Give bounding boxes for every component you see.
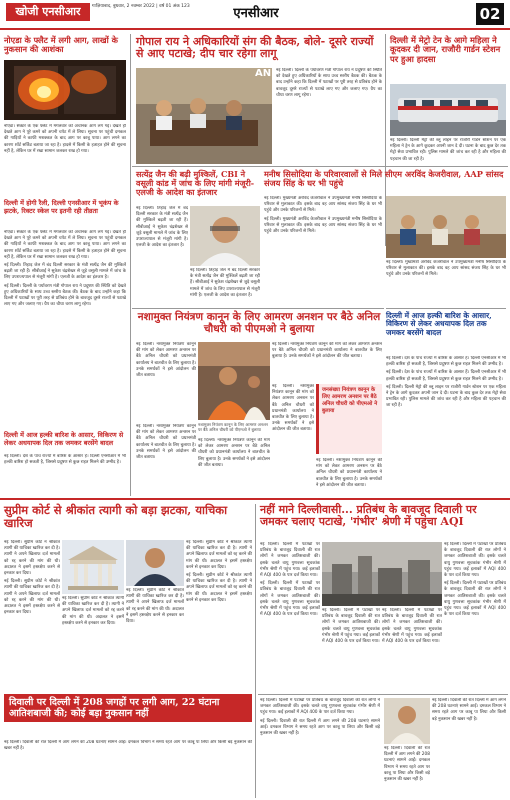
fire-photo [4, 60, 126, 120]
story-headline: दिल्ली में मेट्रो टेन के आगे महिला ने कूदकर दी जान, राजौरी गार्डन स्टेशन पर हुआ हादसा [390, 35, 501, 64]
tyagi-portrait [126, 540, 184, 586]
section-title: एनसीआर [233, 6, 279, 21]
sub-headline: दिल्ली में आज हल्की बारिश के आसार, विकिरण से लेकर अधयापक दिल तक जमकर बरसेंगे बादल [4, 431, 124, 447]
story-headline: नशामुक्त नियंत्रण कानून के लिए आमरण अनशन पर बैठे अनिल चौधरी को पीएमओ ने बुलाया [137, 311, 381, 335]
column-rule [255, 504, 256, 798]
section-rule [0, 498, 510, 500]
photo-caption: नशामुक्त नियंत्रण कानून के लिए आमरण अनशन पर बैठे अनिल चौधरी को पीएमओ ने बुलाया [198, 422, 268, 432]
story-headline: सुप्रीम कोर्ट से श्रीकांत त्यागी को बड़ा झटका, याचिका खारिज [4, 503, 228, 530]
masthead [0, 0, 510, 30]
fire-banner-headline: दिवाली पर दिल्ली में 208 जगहों पर लगी आग, 22 घंटाना आतिशबाजी की; कोई बड़ा नुकसान नहीं [4, 694, 252, 722]
brand-logo: खोजी एनसीआर [6, 3, 90, 21]
story-body: नई दिल्ली। तिहाड़ जेल में बंद दिल्ली सरकार के मंत्री सत्येंद्र जैन की मुश्किलें बढ़ती जा रही हैं। सीबीआई ने सुकेश चंद्रशेखर से जुड़े वसूली मामले में जांच के लिए उपराज्यपाल से मंजूरी मांगी है। एलजी के आदेश का इंतजार है। [136, 206, 188, 249]
story-headline: गोपाल राय ने अधिकारियों संग की बैठक, बोले- दूसरे राज्यों से आए पटाखे; दीप चार रहेगा लागू [136, 35, 374, 61]
story-body: नई दिल्ली। नशामुक्त नियंत्रण कानून की मांग को लेकर आमरण अनशन पर बैठे अनिल चौधरी को प्रधानमंत्री कार्यालय ने बातचीत के लिए बुलाया है। उनके समर्थकों ने इसे आंदोलन की जीत बताया। [136, 424, 196, 461]
pull-quote: जनसंख्या नियंत्रण कानून के लिए आमरण अनशन पर बैठे अनिल चौधरी को पीएमओ ने बुलाया [316, 384, 382, 454]
smog-photo [322, 542, 442, 606]
story-headline: सत्येंद्र जैन की बढ़ी मुश्किलें, CBI ने वसूली कांड में जांच के लिए मांगी मंजूरी- एलजी के आदेश का इंतजार [136, 169, 255, 197]
section-rule [386, 308, 506, 309]
story-body: नई दिल्ली। दिल्ली में पटाखों पर प्रतिबंध के बावजूद दिवाली की रात लोगों ने जमकर आतिशबाजी की। इसके चलते वायु गुणवत्ता सूचकांक गंभीर श्रेणी में पहुंच गया। कई इलाकों में AQI 400 के पार दर्ज किया गया। [322, 608, 380, 645]
page-number: 02 [476, 3, 504, 25]
story-body: नई दिल्ली। देश के पांच राज्यों में बारिश के आसार हैं। दिल्ली एनसीआर में भी हल्की बारिश हो सकती है, जिससे प्रदूषण से कुछ राहत मिलने की उम्मीद है। नई दिल्ली। देश के पांच राज्यों में बारिश के आसार हैं। दिल्ली एनसीआर में भी हल्की बारिश हो सकती है, जिससे प्रदूषण से कुछ राहत मिलने की उम्मीद है। नई दिल्ली। दिल्ली मेट्रो की ब्लू लाइन पर राजौरी गार्डन स्टेशन पर एक महिला ने ट्रेन के आगे कूदकर अपनी जान दे दी। घटना के बाद कुछ देर तक मेट्रो सेवा प्रभावित रही। पुलिस मामले की जांच कर रही है और महिला की पहचान की जा रही है। [386, 356, 506, 409]
kejriwal-visit-photo [386, 196, 506, 258]
section-rule [132, 166, 508, 167]
story-body: नई दिल्ली। तिहाड़ जेल में बंद दिल्ली सरकार के मंत्री सत्येंद्र जैन की मुश्किलें बढ़ती जा रही हैं। सीबीआई ने सुकेश चंद्रशेखर से जुड़े वसूली मामले में जांच के लिए उपराज्यपाल से मंजूरी मांगी है। एलजी के आदेश का इंतजार है। [190, 268, 260, 298]
story-body: नई दिल्ली। दिल्ली के पर्यावरण मंत्री गोपाल राय ने प्रदूषण की स्थिति को देखते हुए अधिकारियों के साथ उच्च स्तरीय बैठक की। बैठक के बाद उन्होंने कहा कि दिल्ली में पटाखों पर पूरी तरह से प्रतिबंध होने के बावजूद दूसरे राज्यों से पटाखे लाए गए और जलाए गए। ग्रैप का चौथा चरण लागू रहेगा। [276, 68, 382, 98]
sub-headline: दिल्ली में होगी रैली, दिल्ली एनसीआर में भूकंप के झटके, रिक्टर स्केल पर इतनी रही तीव्रता [4, 199, 119, 215]
story-body: नई दिल्ली। दिल्ली में पटाखों पर प्रतिबंध के बावजूद दिवाली की रात लोगों ने जमकर आतिशबाजी की। इसके चलते वायु गुणवत्ता सूचकांक गंभीर श्रेणी में पहुंच गया। कई इलाकों में AQI 400 के पार दर्ज किया गया। नई दिल्ली। दिल्ली में पटाखों पर प्रतिबंध के बावजूद दिवाली की रात लोगों ने जमकर आतिशबाजी की। इसके चलते वायु गुणवत्ता सूचकांक गंभीर श्रेणी में पहुंच गया। कई इलाकों में AQI 400 के पार दर्ज किया गया। [260, 542, 320, 618]
story-body: नई दिल्ली। दिल्ली में पटाखों पर प्रतिबंध के बावजूद दिवाली की रात लोगों ने जमकर आतिशबाजी की। इसके चलते वायु गुणवत्ता सूचकांक गंभीर श्रेणी में पहुंच गया। कई इलाकों में AQI 400 के पार दर्ज किया गया। [382, 608, 442, 645]
story-body: नई दिल्ली। देश के पांच राज्यों में बारिश के आसार हैं। दिल्ली एनसीआर में भी हल्की बारिश हो सकती है, जिससे प्रदूषण से कुछ राहत मिलने की उम्मीद है। [4, 454, 126, 466]
story-body: नई दिल्ली। सुप्रीम कोर्ट ने श्रीकांत त्यागी की याचिका खारिज कर दी है। त्यागी ने अपने खिलाफ दर्ज मामलों को रद्द करने की मांग की थी। अदालत ने इसमें हस्तक्षेप करने से इनकार कर दिया। [126, 588, 184, 625]
story-body: नई दिल्ली। नशामुक्त नियंत्रण कानून की मांग को लेकर आमरण अनशन पर बैठे अनिल चौधरी को प्रधानमंत्री कार्यालय ने बातचीत के लिए बुलाया है। उनके समर्थकों ने इसे आंदोलन की जीत बताया। [136, 342, 196, 379]
story-body: नोएडा। सेक्टर के एक फ्लैट में मंगलवार को अचानक आग लग गई। देखते ही देखते आग ने पूरे कमरे को अपनी चपेट में ले लिया। सूचना पर पहुंची दमकल की गाड़ियों ने काफी मशक्कत के बाद आग पर काबू पाया। आग लगने का कारण शॉर्ट सर्किट बताया जा रहा है। हादसे में किसी के हताहत होने की सूचना नहीं है, लेकिन घर में रखा सामान जलकर राख हो गया। नई दिल्ली। तिहाड़ जेल में बंद दिल्ली सरकार के मंत्री सत्येंद्र जैन की मुश्किलें बढ़ती जा रही हैं। सीबीआई ने सुकेश चंद्रशेखर से जुड़े वसूली मामले में जांच के लिए उपराज्यपाल से मंजूरी मांगी है। एलजी के आदेश का इंतजार है। नई दिल्ली। दिल्ली के पर्यावरण मंत्री गोपाल राय ने प्रदूषण की स्थिति को देखते हुए अधिकारियों के साथ उच्च स्तरीय बैठक की। बैठक के बाद उन्होंने कहा कि दिल्ली में पटाखों पर पूरी तरह से प्रतिबंध होने के बावजूद दूसरे राज्यों से पटाखे लाए गए और जलाए गए। ग्रैप का चौथा चरण लागू रहेगा। [4, 230, 126, 308]
story-body: नई दिल्ली। नशामुक्त नियंत्रण कानून की मांग को लेकर आमरण अनशन पर बैठे अनिल चौधरी को प्रधानमंत्री कार्यालय ने बातचीत के लिए बुलाया है। उनके समर्थकों ने इसे आंदोलन की जीत बताया। [198, 438, 270, 468]
story-body: नई दिल्ली। नशामुक्त नियंत्रण कानून की मांग को लेकर आमरण अनशन पर बैठे अनिल चौधरी को प्रधानमंत्री कार्यालय ने बातचीत के लिए बुलाया है। उनके समर्थकों ने इसे आंदोलन की जीत बताया। [316, 458, 382, 488]
portrait-photo [190, 206, 260, 266]
story-headline: मनीष सिसोदिया के परिवारवालों से मिले सीएम अरविंद केजरीवाल, AAP सांसद संजय सिंह के घर भी पहुंचे [264, 169, 504, 189]
supreme-court-photo [62, 540, 124, 594]
photo-credit: ANI [255, 68, 275, 79]
dateline: गाज़ियाबाद, बुधवार, 2 नवम्बर 2022 | वर्ष 01 अंक 123 [92, 4, 190, 9]
story-body: नई दिल्ली। दिल्ली में पटाखों पर प्रतिबंध के बावजूद दिवाली की रात लोगों ने जमकर आतिशबाजी की। इसके चलते वायु गुणवत्ता सूचकांक गंभीर श्रेणी में पहुंच गया। कई इलाकों में AQI 400 के पार दर्ज किया गया। नई दिल्ली। दिल्ली में पटाखों पर प्रतिबंध के बावजूद दिवाली की रात लोगों ने जमकर आतिशबाजी की। इसके चलते वायु गुणवत्ता सूचकांक गंभीर श्रेणी में पहुंच गया। कई इलाकों में AQI 400 के पार दर्ज किया गया। [444, 542, 506, 618]
story-body: नई दिल्ली। दिल्ली में पटाखों पर प्रतिबंध के बावजूद दिवाली की रात लोगों ने जमकर आतिशबाजी की। इसके चलते वायु गुणवत्ता सूचकांक गंभीर श्रेणी में पहुंच गया। कई इलाकों में AQI 400 के पार दर्ज किया गया। नई दिल्ली। दिवाली की रात दिल्ली में आग लगने की 208 घटनाएं सामने आईं। दमकल विभाग ने समय रहते आग पर काबू पा लिया और किसी बड़े नुकसान की खबर नहीं है। [260, 698, 380, 737]
story-body: नई दिल्ली। नशामुक्त नियंत्रण कानून की मांग को लेकर आमरण अनशन पर बैठे अनिल चौधरी को प्रधानमंत्री कार्यालय ने बातचीत के लिए बुलाया है। उनके समर्थकों ने इसे आंदोलन की जीत बताया। [272, 384, 314, 433]
metro-photo [390, 84, 506, 136]
story-body: नई दिल्ली। दिल्ली मेट्रो की ब्लू लाइन पर राजौरी गार्डन स्टेशन पर एक महिला ने ट्रेन के आगे कूदकर अपनी जान दे दी। घटना के बाद कुछ देर तक मेट्रो सेवा प्रभावित रही। पुलिस मामले की जांच कर रही है और महिला की पहचान की जा रही है। [390, 138, 506, 162]
story-body: नई दिल्ली। सुप्रीम कोर्ट ने श्रीकांत त्यागी की याचिका खारिज कर दी है। त्यागी ने अपने खिलाफ दर्ज मामलों को रद्द करने की मांग की थी। अदालत ने इसमें हस्तक्षेप करने से इनकार कर दिया। [62, 596, 124, 626]
story-headline: दिल्ली में आज हल्की बारिश के आसार, विकिरण से लेकर अधयापक दिल तक जमकर बरसेंगे बादल [386, 311, 492, 337]
story-body: नई दिल्ली। दिवाली की रात दिल्ली में आग लगने की 208 घटनाएं सामने आईं। दमकल विभाग ने समय रहते आग पर काबू पा लिया और किसी बड़े नुकसान की खबर नहीं है। [432, 698, 506, 722]
story-body: नई दिल्ली। मुख्यमंत्री अरविंद केजरीवाल ने उपमुख्यमंत्री मनीष सिसोदिया के परिवार से मुलाकात की। इसके बाद वह आप सांसद संजय सिंह के घर भी पहुंचे और उनके परिजनों से मिले। [386, 260, 506, 278]
official-portrait [384, 698, 430, 744]
story-headline: नोएडा के फ्लैट में लगी आग, लाखों के नुकसान की आशंका [4, 35, 118, 55]
story-body: नई दिल्ली। नशामुक्त नियंत्रण कानून की मांग को लेकर आमरण अनशन पर बैठे अनिल चौधरी को प्रधानमंत्री कार्यालय ने बातचीत के लिए बुलाया है। उनके समर्थकों ने इसे आंदोलन की जीत बताया। [272, 342, 382, 360]
section-rule [258, 694, 508, 695]
story-body: नई दिल्ली। दिवाली की रात दिल्ली में आग लगने की 208 घटनाएं सामने आईं। दमकल विभाग ने समय रहते आग पर काबू पा लिया और किसी बड़े नुकसान की खबर नहीं है। [4, 740, 252, 752]
story-body: नई दिल्ली। सुप्रीम कोर्ट ने श्रीकांत त्यागी की याचिका खारिज कर दी है। त्यागी ने अपने खिलाफ दर्ज मामलों को रद्द करने की मांग की थी। अदालत ने इसमें हस्तक्षेप करने से इनकार कर दिया। नई दिल्ली। सुप्रीम कोर्ट ने श्रीकांत त्यागी की याचिका खारिज कर दी है। त्यागी ने अपने खिलाफ दर्ज मामलों को रद्द करने की मांग की थी। अदालत ने इसमें हस्तक्षेप करने से इनकार कर दिया। [186, 540, 252, 603]
story-body: नई दिल्ली। मुख्यमंत्री अरविंद केजरीवाल ने उपमुख्यमंत्री मनीष सिसोदिया के परिवार से मुलाकात की। इसके बाद वह आप सांसद संजय सिंह के घर भी पहुंचे और उनके परिजनों से मिले। नई दिल्ली। मुख्यमंत्री अरविंद केजरीवाल ने उपमुख्यमंत्री मनीष सिसोदिया के परिवार से मुलाकात की। इसके बाद वह आप सांसद संजय सिंह के घर भी पहुंचे और उनके परिजनों से मिले। [264, 196, 382, 235]
meeting-photo [136, 68, 272, 164]
story-body: नोएडा। सेक्टर के एक फ्लैट में मंगलवार को अचानक आग लग गई। देखते ही देखते आग ने पूरे कमरे को अपनी चपेट में ले लिया। सूचना पर पहुंची दमकल की गाड़ियों ने काफी मशक्कत के बाद आग पर काबू पाया। आग लगने का कारण शॉर्ट सर्किट बताया जा रहा है। हादसे में किसी के हताहत होने की सूचना नहीं है, लेकिन घर में रखा सामान जलकर राख हो गया। [4, 124, 126, 154]
story-body: नई दिल्ली। सुप्रीम कोर्ट ने श्रीकांत त्यागी की याचिका खारिज कर दी है। त्यागी ने अपने खिलाफ दर्ज मामलों को रद्द करने की मांग की थी। अदालत ने इसमें हस्तक्षेप करने से इनकार कर दिया। नई दिल्ली। सुप्रीम कोर्ट ने श्रीकांत त्यागी की याचिका खारिज कर दी है। त्यागी ने अपने खिलाफ दर्ज मामलों को रद्द करने की मांग की थी। अदालत ने इसमें हस्तक्षेप करने से इनकार कर दिया। [4, 540, 60, 616]
protest-photo [198, 342, 270, 420]
story-body: नई दिल्ली। दिवाली की रात दिल्ली में आग लगने की 208 घटनाएं सामने आईं। दमकल विभाग ने समय रहते आग पर काबू पा लिया और किसी बड़े नुकसान की खबर नहीं है। [384, 746, 430, 783]
column-rule [130, 34, 131, 496]
section-rule [132, 308, 384, 309]
story-headline: नहीं माने दिल्लीवासी... प्रतिबंध के बावजूद दिवाली पर जमकर चलाए पटाखे, 'गंभीर' श्रेणी में पहुंचा AQI [260, 503, 477, 529]
